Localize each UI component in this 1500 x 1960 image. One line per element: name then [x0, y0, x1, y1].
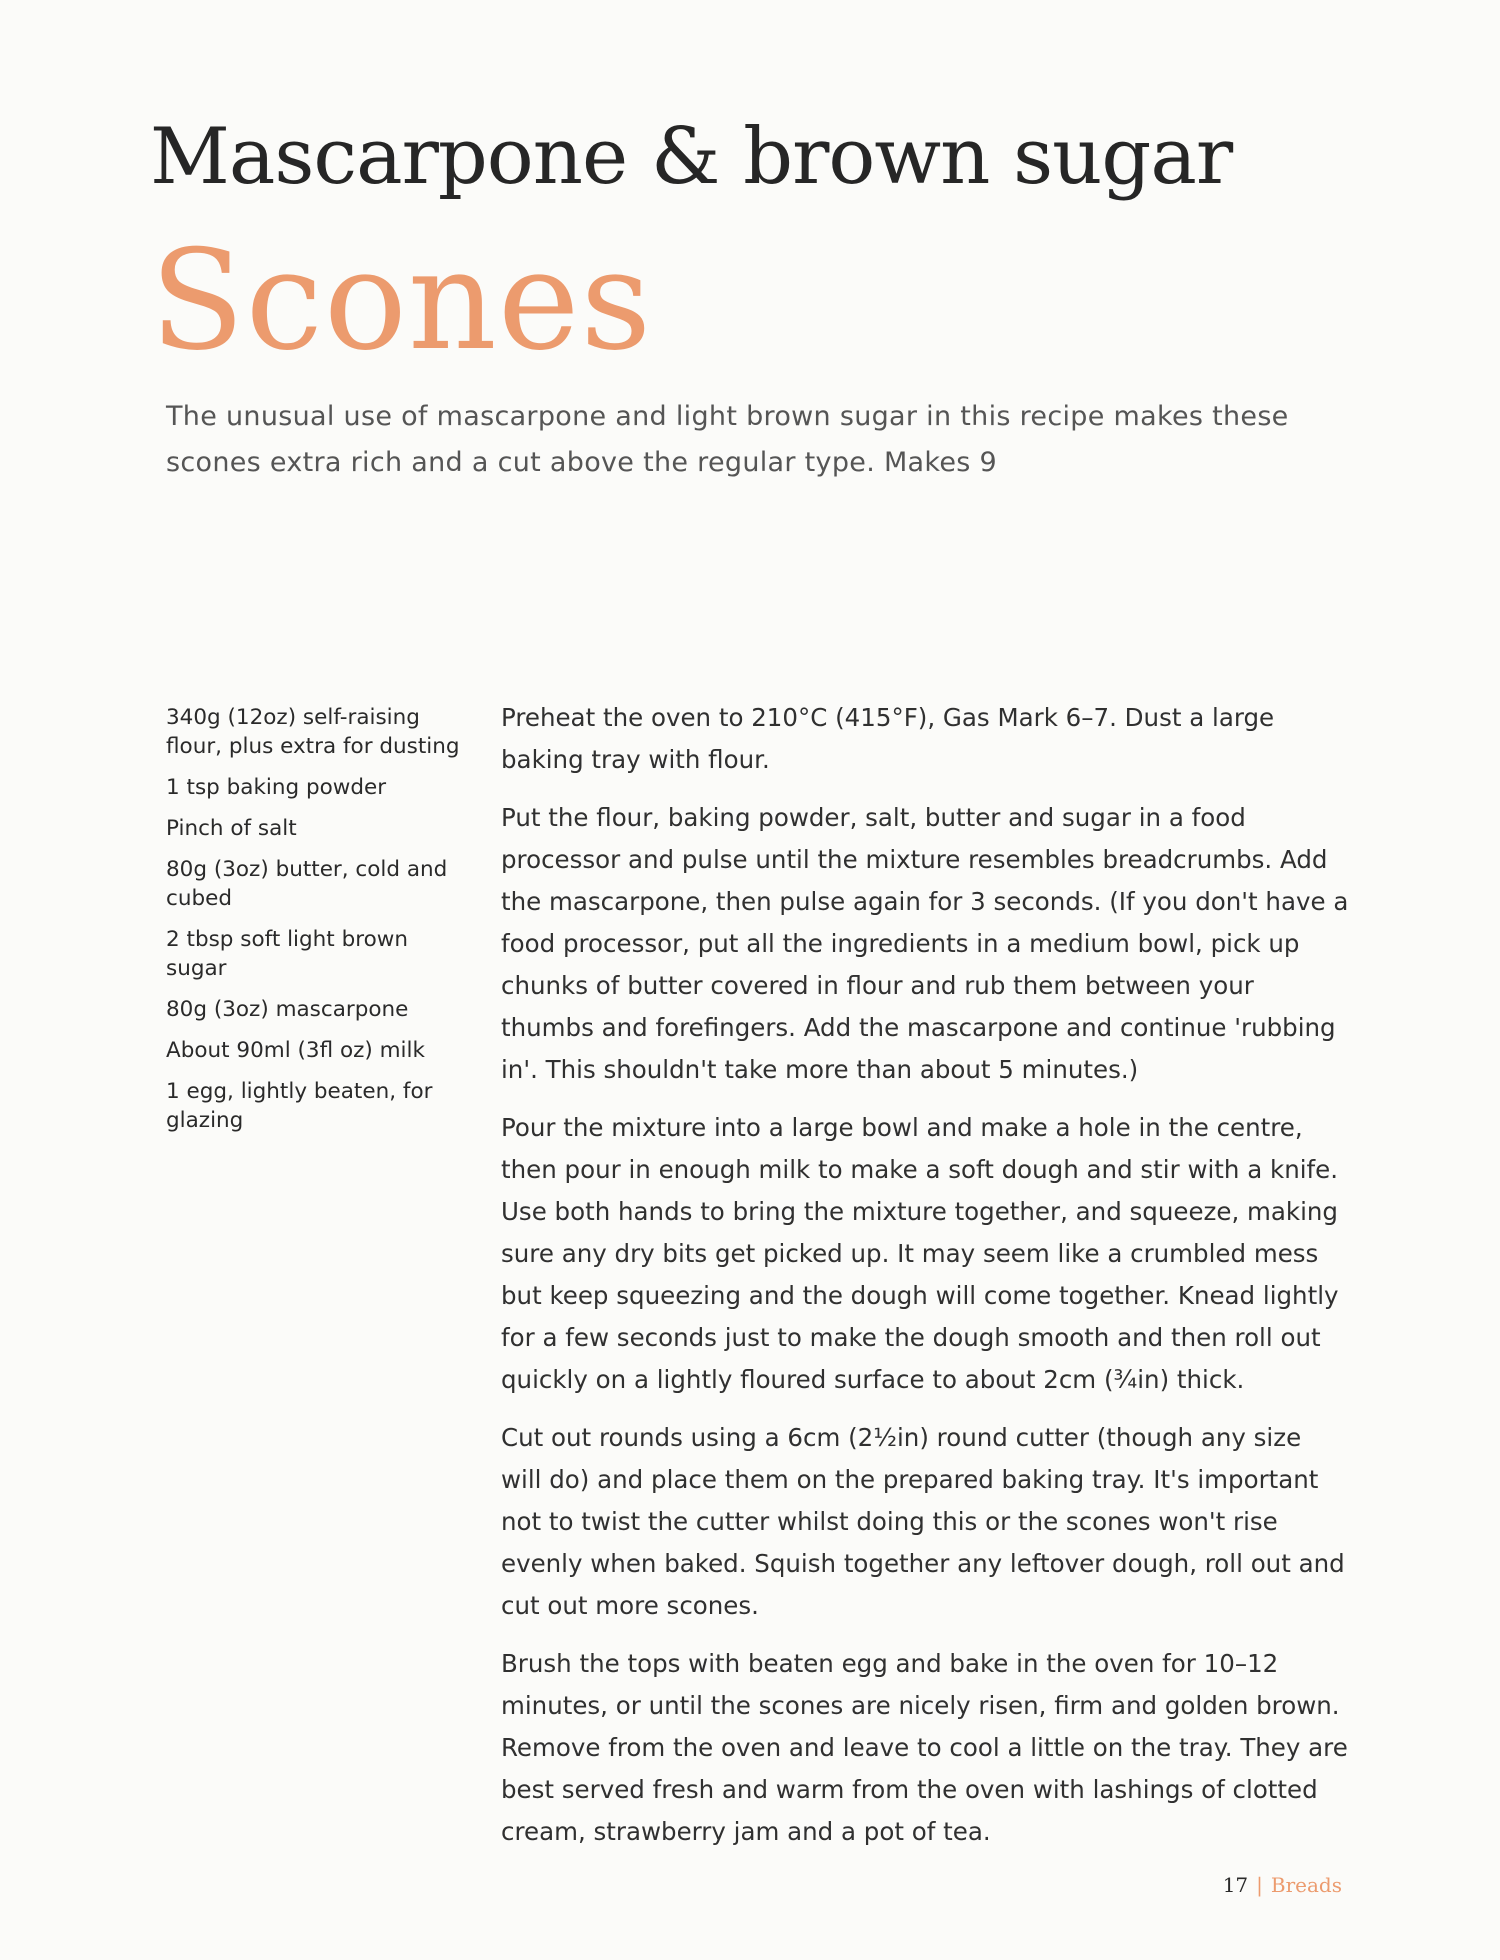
recipe-title: Scones [150, 220, 653, 381]
recipe-intro: The unusual use of mascarpone and light brown sugar in this recipe makes these scones extra rich and a cut above the regular type. Makes 9 [166, 401, 1289, 478]
ingredient-item: Pinch of salt [166, 816, 297, 841]
page-number: 17 [1222, 1873, 1249, 1897]
method-section [501, 697, 1349, 1869]
ingredient-item: 2 tbsp soft light brown sugar [166, 927, 408, 981]
recipe-title-line: Mascarpone & brown sugar [150, 112, 1233, 202]
section-name: Breads [1270, 1873, 1342, 1897]
method-step: Pour the mixture into a large bowl and make a hole in the centre, then pour in enough milk to make a soft dough and stir with a knife. Use both hands to bring the mixture together, and squeeze, making sure any dry bits get picked up. It may seem like a crumbled mess but keep squeezing and the dough will come together. Knead lightly for a few seconds just to make the dough smooth and then roll out quickly on a lightly floured surface to about 2cm (¾in) thick. [501, 1113, 1339, 1394]
ingredient-item: 340g (12oz) self-raising flour, plus extra for dusting [166, 705, 460, 759]
page-footer [1223, 1873, 1342, 1897]
method-step: Preheat the oven to 210°C (415°F), Gas Mark 6–7. Dust a large baking tray with flour. [501, 703, 1275, 774]
ingredient-item: 1 egg, lightly beaten, for glazing [166, 1079, 433, 1133]
ingredient-item: 1 tsp baking powder [166, 775, 387, 800]
footer-separator: | [1256, 1873, 1263, 1897]
ingredient-item: 80g (3oz) butter, cold and cubed [166, 857, 448, 911]
method-step: Cut out rounds using a 6cm (2½in) round cutter (though any size will do) and place them on the prepared baking tray. It's important not to twist the cutter whilst doing this or the scones won't rise evenly when baked. Squish together any leftover dough, roll out and cut out more scones. [501, 1423, 1345, 1620]
method-step: Brush the tops with beaten egg and bake in the oven for 10–12 minutes, or until the scones are nicely risen, firm and golden brown. Remove from the oven and leave to cool a little on the tray. They are best served fresh and warm from the oven with lashings of clotted cream, strawberry jam and a pot of tea. [501, 1649, 1348, 1846]
ingredient-item: 80g (3oz) mascarpone [166, 997, 409, 1022]
method-step: Put the flour, baking powder, salt, butter and sugar in a food processor and pulse until the mixture resembles breadcrumbs. Add the mascarpone, then pulse again for 3 seconds. (If you don't have a food processor, put all the ingredients in a medium bowl, pick up chunks of butter covered in flour and rub them between your thumbs and forefingers. Add the mascarpone and continue 'rubbing in'. This shouldn't take more than about 5 minutes.) [501, 803, 1349, 1084]
ingredient-item: About 90ml (3fl oz) milk [166, 1038, 425, 1063]
ingredients-list [166, 703, 466, 1147]
